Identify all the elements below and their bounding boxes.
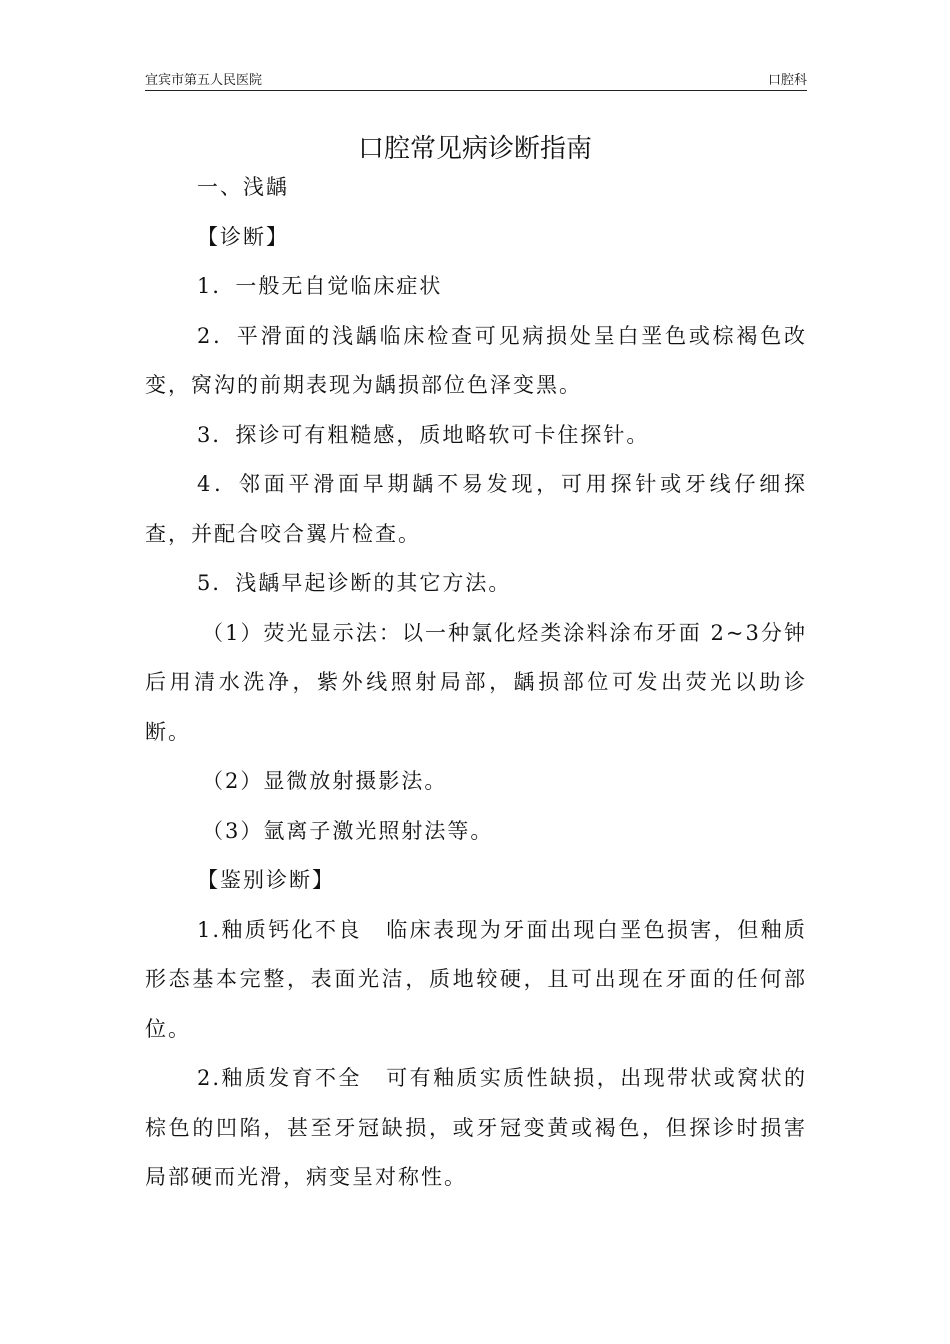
diagnosis-item-3: 3．探诊可有粗糙感，质地略软可卡住探针。 xyxy=(197,422,650,447)
hospital-name: 宜宾市第五人民医院 xyxy=(145,73,263,88)
section-heading: 一、浅龋 xyxy=(197,175,289,199)
differential-text-2: 可有釉质实质性缺损，出现带状或窝状的棕色的凹陷，甚至牙冠缺损，或牙冠变黄或褐色，但探诊时损害局部硬而光滑，病变呈对称性。 xyxy=(145,1066,807,1189)
department-name: 口腔科 xyxy=(767,73,807,88)
differential-term-1: 1.釉质钙化不良 xyxy=(197,917,362,942)
differential-text-1: 临床表现为牙面出现白垩色损害，但釉质形态基本完整，表面光洁，质地较硬，且可出现在牙面的任何部位。 xyxy=(145,917,807,1041)
document-title: 口腔常见病诊断指南 xyxy=(357,134,592,165)
differential-heading: 【鉴别诊断】 xyxy=(197,868,335,892)
differential-item-1 xyxy=(145,906,807,1055)
differential-term-2: 2.釉质发育不全 xyxy=(197,1066,362,1090)
diagnosis-method-2: （2）显微放射摄影法。 xyxy=(202,769,448,793)
diagnosis-method-1: （1）荧光显示法：以一种氯化烃类涂料涂布牙面 2~3分钟后用清水洗净，紫外线照射局部，龋损部位可发出荧光以助诊断。 xyxy=(145,620,807,744)
diagnosis-heading: 【诊断】 xyxy=(197,224,289,249)
diagnosis-item-5: 5．浅龋早起诊断的其它方法。 xyxy=(197,571,512,595)
differential-item-2 xyxy=(145,1054,807,1203)
page-header xyxy=(145,72,807,91)
diagnosis-item-2: 2．平滑面的浅龋临床检查可见病损处呈白垩色或棕褐色改变，窝沟的前期表现为龋损部位色泽变黑。 xyxy=(145,323,807,397)
diagnosis-item-1: 1．一般无自觉临床症状 xyxy=(197,274,443,298)
document-body xyxy=(145,163,807,1203)
diagnosis-method-3: （3）氩离子激光照射法等。 xyxy=(202,818,494,843)
diagnosis-item-4: 4．邻面平滑面早期龋不易发现，可用探针或牙线仔细探查，并配合咬合翼片检查。 xyxy=(145,472,807,546)
